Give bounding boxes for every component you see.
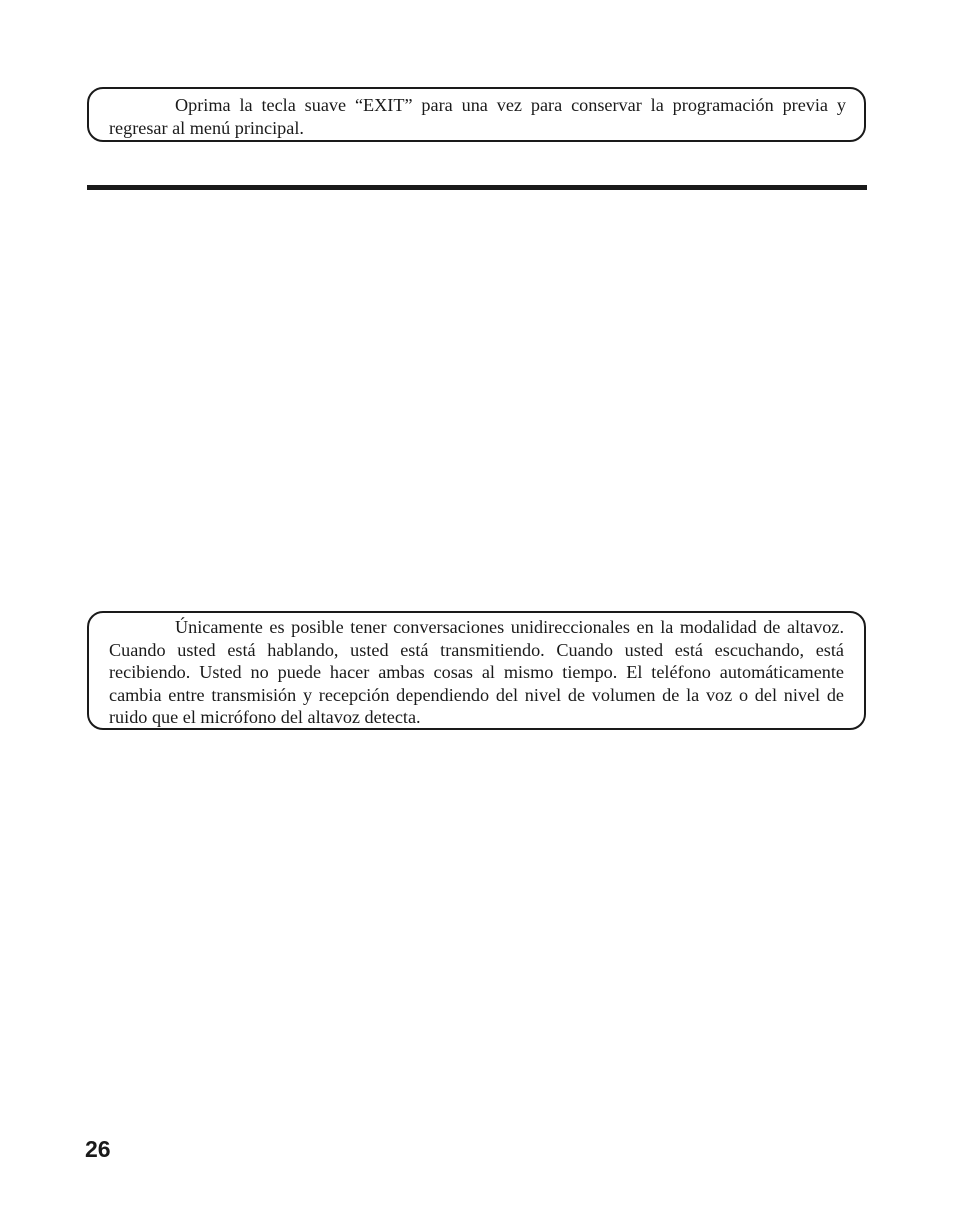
exit-note-box xyxy=(87,87,866,142)
page-number: 26 xyxy=(85,1136,111,1162)
speaker-note-text: Únicamente es posible tener conversaciones unidireccionales en la modalidad de altavoz. Cuando usted está hablando, usted está transmitiendo. Cuando usted está escuchando, está recibiendo. Usted no puede hacer ambas cosas al mismo tiempo. El teléfono automáticamente cambia entre transmisión y recepción dependiendo del nivel de volumen de la voz o del nivel de ruido que el micrófono del altavoz detecta. xyxy=(109,617,844,727)
section-divider xyxy=(87,185,867,190)
exit-note-text: Oprima la tecla suave “EXIT” para una vez para conservar la programación previa y regresar al menú principal. xyxy=(109,95,846,138)
speaker-note-box xyxy=(87,611,866,730)
